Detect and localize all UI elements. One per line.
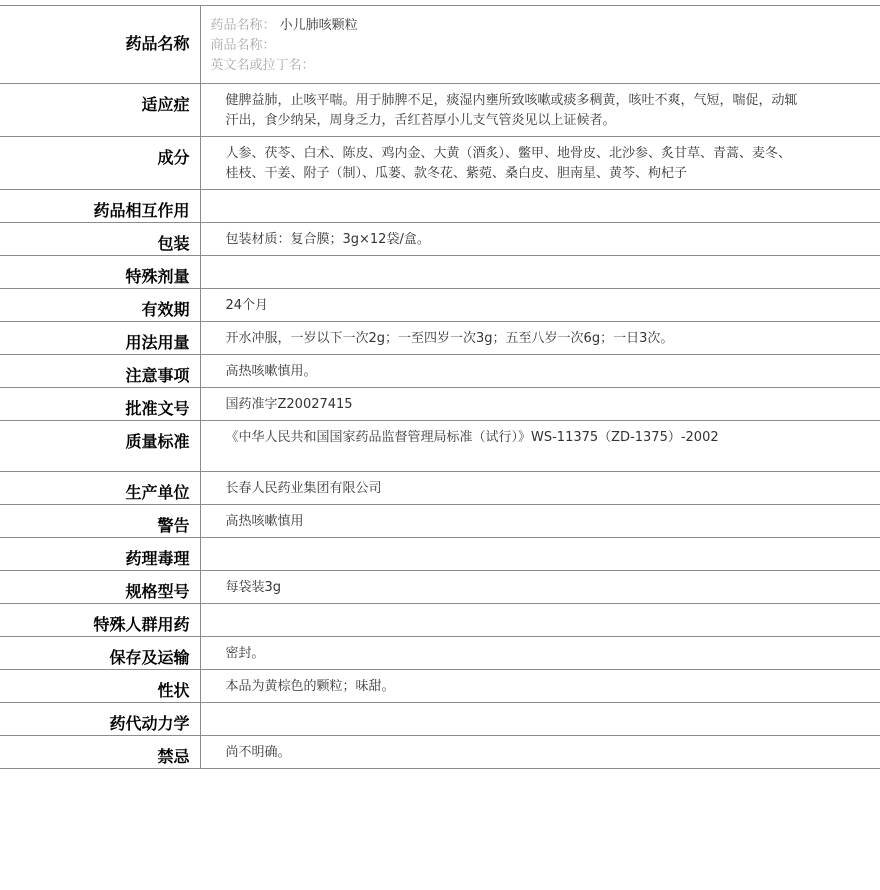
drug-spec-table: [0, 5, 880, 769]
spec-row-dosage: [0, 322, 880, 355]
row-label: 药代动力学: [0, 703, 200, 736]
row-value: 尚不明确。: [200, 736, 880, 769]
row-label: 质量标准: [0, 421, 200, 472]
row-label: 性状: [0, 670, 200, 703]
row-label: 批准文号: [0, 388, 200, 421]
row-value: 高热咳嗽慎用。: [200, 355, 880, 388]
spec-row-ingredients: [0, 137, 880, 190]
row-value: 包装材质：复合膜；3g×12袋/盒。: [200, 223, 880, 256]
row-label: 禁忌: [0, 736, 200, 769]
trade-name-line: [211, 36, 801, 56]
row-label: 保存及运输: [0, 637, 200, 670]
row-value: 24个月: [200, 289, 880, 322]
row-label: 特殊人群用药: [0, 604, 200, 637]
spec-row-warning: [0, 505, 880, 538]
spec-row-precautions: [0, 355, 880, 388]
trade-name-key: 商品名称：: [210, 38, 276, 53]
spec-row-approval-number: [0, 388, 880, 421]
row-value: 密封。: [200, 637, 880, 670]
row-label: 注意事项: [0, 355, 200, 388]
row-value: [200, 538, 880, 571]
spec-row-drug-name: [0, 6, 880, 84]
spec-row-manufacturer: [0, 472, 880, 505]
spec-row-specification: [0, 571, 880, 604]
row-label: 特殊剂量: [0, 256, 200, 289]
row-value: 国药准字Z20027415: [200, 388, 880, 421]
spec-row-contraindications: [0, 736, 880, 769]
english-name-key: 英文名或拉丁名：: [210, 58, 315, 73]
row-value: 高热咳嗽慎用: [200, 505, 880, 538]
row-label: 警告: [0, 505, 200, 538]
spec-row-pharmacology: [0, 538, 880, 571]
english-name-line: [211, 56, 801, 76]
spec-row-shelf-life: [0, 289, 880, 322]
spec-row-special-populations: [0, 604, 880, 637]
row-label: 用法用量: [0, 322, 200, 355]
row-value: [200, 256, 880, 289]
spec-row-interactions: [0, 190, 880, 223]
spec-row-special-dosage: [0, 256, 880, 289]
row-value: 《中华人民共和国国家药品监督管理局标准（试行）》WS-11375（ZD-1375）-2002: [200, 421, 880, 472]
spec-row-quality-standard: [0, 421, 880, 472]
drug-name-cell: [200, 6, 880, 84]
row-label: 药品名称: [0, 6, 200, 84]
row-label: 药品相互作用: [0, 190, 200, 223]
spec-row-indications: [0, 84, 880, 137]
row-value: 开水冲服，一岁以下一次2g；一至四岁一次3g；五至八岁一次6g；一日3次。: [200, 322, 880, 355]
row-value: 人参、茯苓、白术、陈皮、鸡内金、大黄（酒炙）、鳖甲、地骨皮、北沙参、炙甘草、青蒿、麦冬、桂枝、干姜、附子（制）、瓜蒌、款冬花、紫菀、桑白皮、胆南星、黄芩、枸杞子: [200, 137, 880, 190]
generic-name-key: 药品名称：: [210, 18, 276, 33]
row-label: 规格型号: [0, 571, 200, 604]
generic-name-value: 小儿肺咳颗粒: [279, 18, 358, 33]
generic-name-line: [211, 16, 801, 36]
row-value: 健脾益肺，止咳平喘。用于肺脾不足，痰湿内壅所致咳嗽或痰多稠黄，咳吐不爽，气短，喘促，动辄汗出，食少纳呆，周身乏力，舌红苔厚小儿支气管炎见以上证候者。: [200, 84, 880, 137]
row-value: 长春人民药业集团有限公司: [200, 472, 880, 505]
row-label: 适应症: [0, 84, 200, 137]
row-value: [200, 703, 880, 736]
row-label: 生产单位: [0, 472, 200, 505]
row-label: 成分: [0, 137, 200, 190]
row-value: 每袋装3g: [200, 571, 880, 604]
row-label: 药理毒理: [0, 538, 200, 571]
row-value: [200, 190, 880, 223]
spec-row-packaging: [0, 223, 880, 256]
spec-row-description: [0, 670, 880, 703]
row-value: 本品为黄棕色的颗粒；味甜。: [200, 670, 880, 703]
spec-row-pharmacokinetics: [0, 703, 880, 736]
spec-row-storage: [0, 637, 880, 670]
row-label: 有效期: [0, 289, 200, 322]
row-value: [200, 604, 880, 637]
row-label: 包装: [0, 223, 200, 256]
